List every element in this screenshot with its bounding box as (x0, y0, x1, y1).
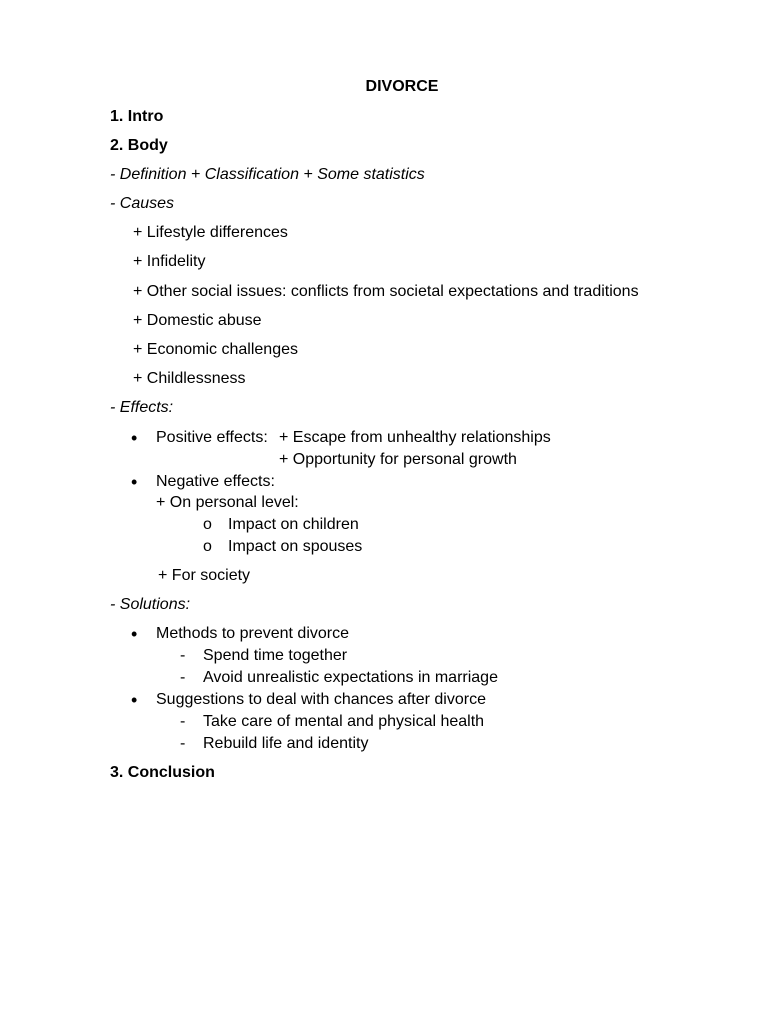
cause-item: + Lifestyle differences (133, 224, 288, 241)
prevent-item: Avoid unrealistic expectations in marriage (203, 669, 498, 686)
cause-item: + Infidelity (133, 253, 206, 270)
bullet-icon: • (131, 472, 138, 492)
personal-level-label: + On personal level: (156, 494, 299, 511)
causes-heading: - Causes (110, 195, 175, 212)
definition-line: - Definition + Classification + Some statistics (110, 166, 425, 183)
dash-marker: - (180, 713, 186, 730)
solutions-heading: - Solutions: (110, 596, 191, 613)
cause-item: + Childlessness (133, 370, 246, 387)
positive-effects-label: Positive effects: (156, 429, 268, 446)
section-conclusion: 3. Conclusion (110, 764, 215, 781)
section-intro: 1. Intro (110, 108, 164, 125)
prevent-methods-label: Methods to prevent divorce (156, 625, 349, 642)
after-item: Take care of mental and physical health (203, 713, 485, 730)
cause-item: + Economic challenges (133, 341, 298, 358)
positive-effect-item: + Opportunity for personal growth (279, 451, 517, 468)
circle-bullet-icon: o (203, 516, 212, 533)
bullet-icon: • (131, 428, 138, 448)
bullet-icon: • (131, 624, 138, 644)
cause-item: + Domestic abuse (133, 312, 262, 329)
personal-effect-item: Impact on spouses (228, 538, 363, 555)
negative-effects-label: Negative effects: (156, 473, 275, 490)
circle-bullet-icon: o (203, 538, 212, 555)
positive-effect-item: + Escape from unhealthy relationships (279, 429, 551, 446)
dash-marker: - (180, 669, 186, 686)
dash-marker: - (180, 735, 186, 752)
section-body: 2. Body (110, 137, 168, 154)
dash-marker: - (180, 647, 186, 664)
bullet-icon: • (131, 690, 138, 710)
effects-heading: - Effects: (110, 399, 174, 416)
for-society-label: + For society (158, 567, 251, 584)
after-divorce-label: Suggestions to deal with chances after divorce (156, 691, 486, 708)
personal-effect-item: Impact on children (228, 516, 359, 533)
after-item: Rebuild life and identity (203, 735, 369, 752)
prevent-item: Spend time together (203, 647, 348, 664)
cause-item: + Other social issues: conflicts from societal expectations and traditions (133, 283, 639, 300)
document-title: DIVORCE (365, 78, 439, 95)
